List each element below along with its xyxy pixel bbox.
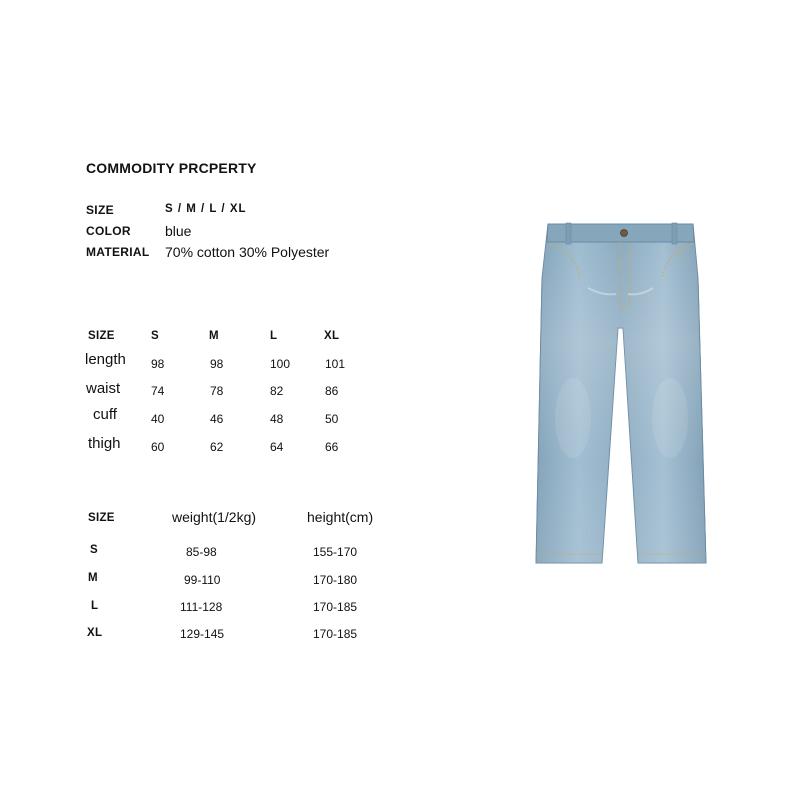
color-label: COLOR: [86, 224, 131, 238]
measurement-cell: 40: [151, 412, 165, 426]
measurement-cell: 100: [270, 357, 291, 371]
material-label: MATERIAL: [86, 245, 150, 259]
measurement-cell: 101: [325, 357, 346, 371]
fit-row-size: XL: [87, 627, 103, 639]
fit-row-weight: 111-128: [180, 600, 223, 614]
jeans-icon: [528, 218, 712, 568]
material-value: 70% cotton 30% Polyester: [165, 244, 330, 260]
measurement-header-s: S: [151, 330, 159, 342]
measurement-header-l: L: [270, 330, 278, 342]
measurement-cell: 98: [151, 357, 165, 371]
fit-row-height: 170-185: [313, 627, 358, 641]
fit-row-height: 170-185: [313, 600, 358, 614]
fit-row-size: S: [90, 544, 98, 556]
fit-row-weight: 99-110: [184, 573, 221, 587]
measurement-cell: 62: [210, 440, 224, 454]
measurement-row-label: waist: [86, 380, 121, 397]
fit-header-height: height(cm): [307, 509, 374, 525]
measurement-cell: 50: [325, 412, 339, 426]
color-value: blue: [165, 223, 192, 239]
fit-row-height: 170-180: [313, 573, 358, 587]
measurement-cell: 78: [210, 384, 224, 398]
measurement-cell: 98: [210, 357, 224, 371]
fit-row-weight: 85-98: [186, 545, 217, 559]
measurement-cell: 60: [151, 440, 165, 454]
measurement-header-m: M: [209, 330, 219, 342]
page-title: COMMODITY PRCPERTY: [86, 160, 257, 176]
size-label: SIZE: [86, 203, 114, 217]
measurement-row-label: cuff: [93, 406, 117, 423]
measurement-cell: 86: [325, 384, 339, 398]
fit-row-size: L: [91, 600, 99, 612]
measurement-cell: 46: [210, 412, 224, 426]
fit-row-height: 155-170: [313, 545, 358, 559]
measurement-header-size: SIZE: [88, 330, 115, 342]
measurement-cell: 66: [325, 440, 339, 454]
measurement-cell: 82: [270, 384, 284, 398]
fit-row-weight: 129-145: [180, 627, 225, 641]
fit-header-weight: weight(1/2kg): [172, 509, 257, 525]
measurement-cell: 64: [270, 440, 284, 454]
measurement-cell: 74: [151, 384, 165, 398]
fit-row-size: M: [88, 572, 98, 584]
size-value: S / M / L / XL: [165, 203, 247, 215]
fit-header-size: SIZE: [88, 512, 115, 524]
measurement-header-xl: XL: [324, 330, 340, 342]
measurement-row-label: length: [85, 351, 126, 368]
measurement-row-label: thigh: [88, 435, 121, 452]
measurement-cell: 48: [270, 412, 284, 426]
